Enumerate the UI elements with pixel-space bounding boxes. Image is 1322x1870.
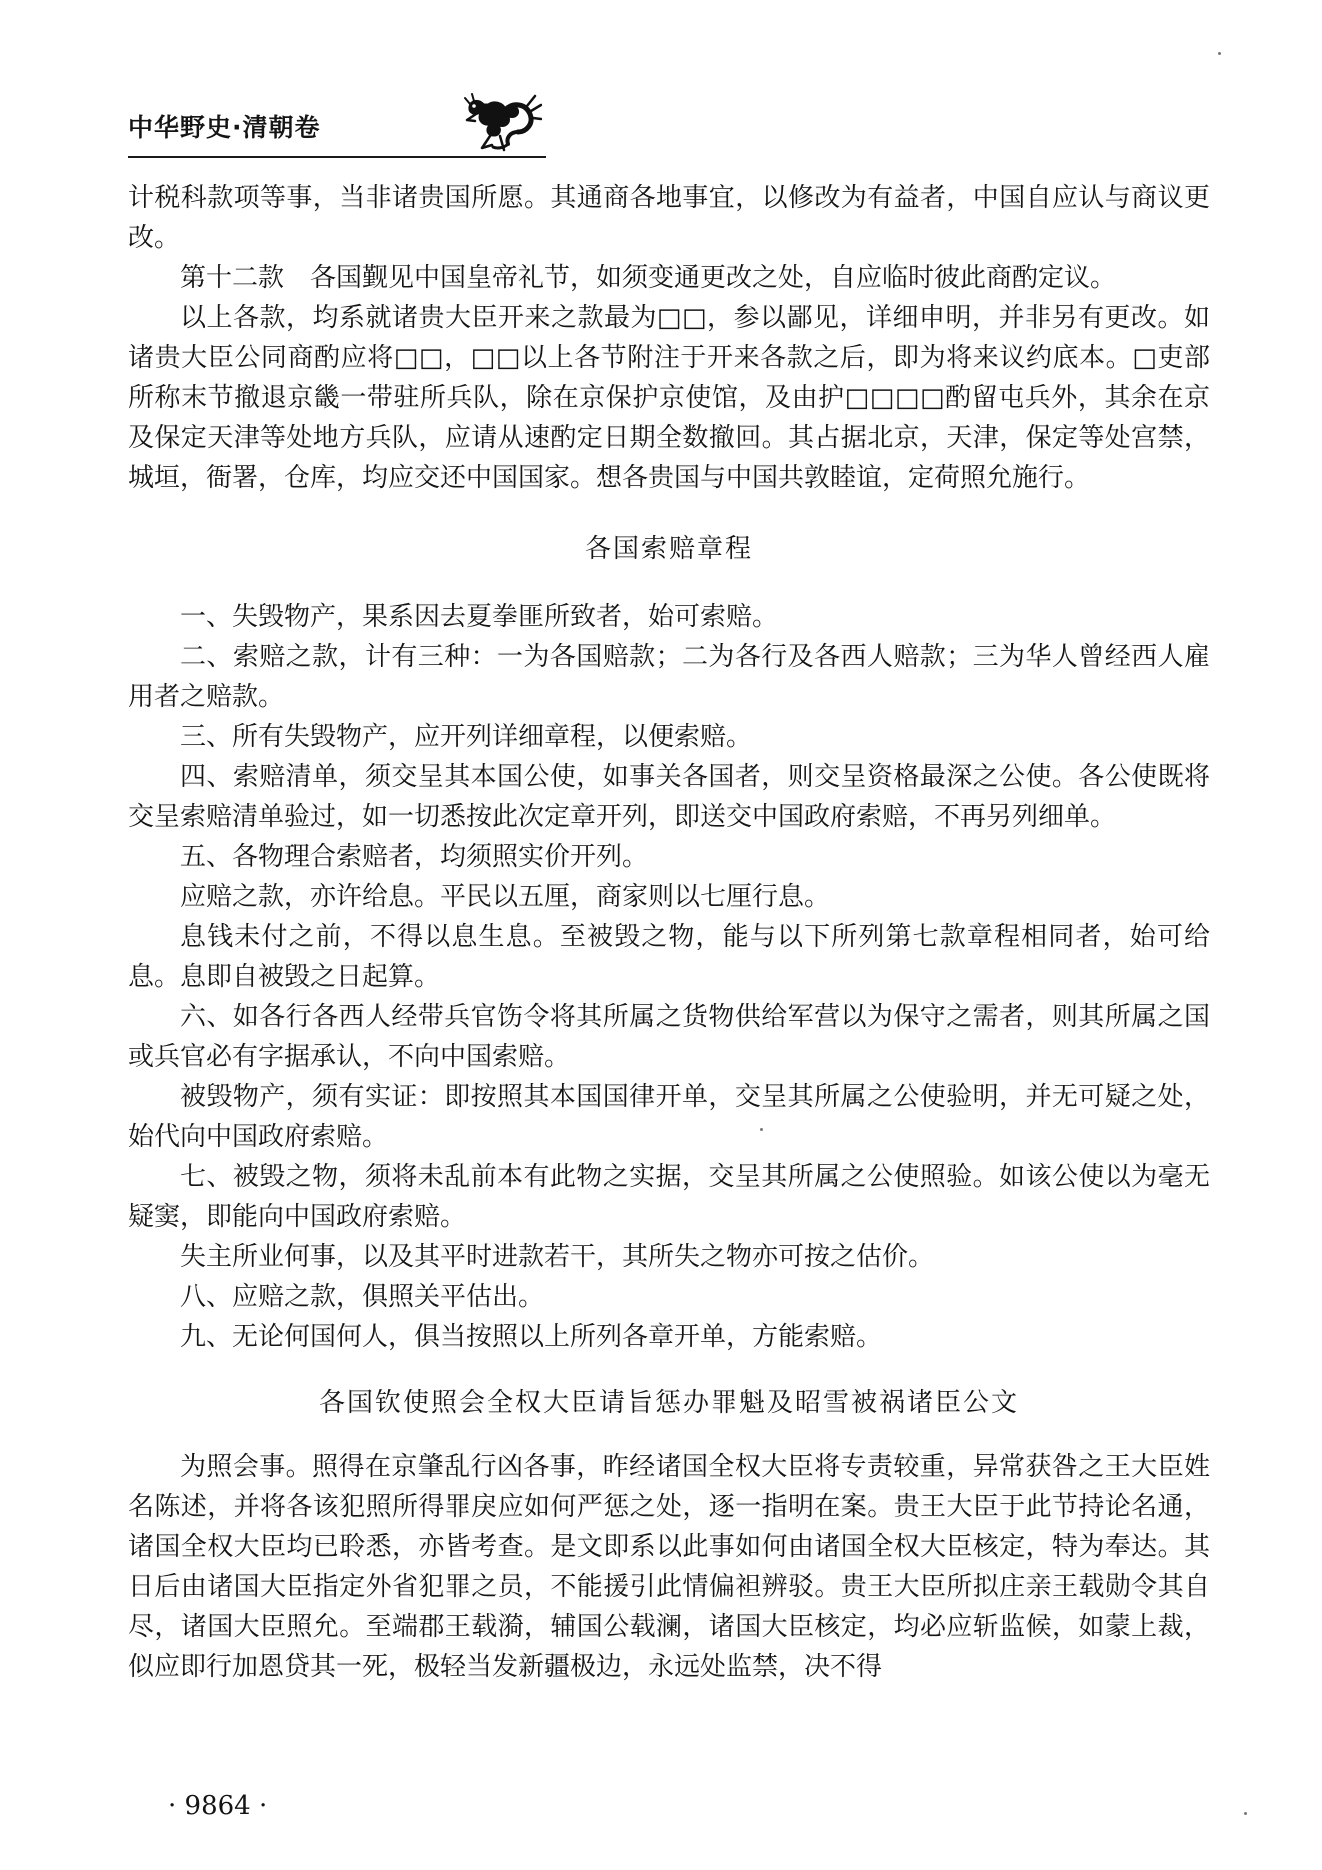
scan-speck xyxy=(1244,1812,1247,1815)
paragraph: 被毁物产，须有实证：即按照其本国国律开单，交呈其所属之公使验明，并无可疑之处，始代向中国政府索赔。 xyxy=(128,1082,1210,1152)
paragraph: 七、被毁之物，须将未乱前本有此物之实据，交呈其所属之公使照验。如该公使以为毫无疑窦，即能向中国政府索赔。 xyxy=(128,1162,1210,1232)
paragraph: 六、如各行各西人经带兵官饬令将其所属之货物供给军营以为保守之需者，则其所属之国或兵官必有字据承认，不向中国索赔。 xyxy=(128,1002,1210,1072)
header-rule xyxy=(128,156,546,158)
scan-speck xyxy=(760,1128,763,1131)
paragraph: 二、索赔之款，计有三种：一为各国赔款；二为各行及各西人赔款；三为华人曾经西人雇用者之赔款。 xyxy=(128,642,1210,712)
book-title: 中华野史·清朝卷 xyxy=(128,113,321,142)
paragraph: 一、失毁物产，果系因去夏拳匪所致者，始可索赔。 xyxy=(180,602,779,632)
paragraph: 计税科款项等事，当非诸贵国所愿。其通商各地事宜，以修改为有益者，中国自应认与商议更改。 xyxy=(128,183,1210,253)
section-heading: 各国钦使照会全权大臣请旨惩办罪魁及昭雪被祸诸臣公文 xyxy=(318,1388,1019,1418)
paragraph: 第十二款 各国觐见中国皇帝礼节，如须变通更改之处，自应临时彼此商酌定议。 xyxy=(180,263,1117,293)
page-body xyxy=(128,178,1210,1687)
paragraph: 为照会事。照得在京肇乱行凶各事，昨经诸国全权大臣将专责较重，异常获咎之王大臣姓名陈述，并将各该犯照所得罪戾应如何严惩之处，逐一指明在案。贵王大臣于此节持论名通，诸国全权大臣均已聆悉，亦皆考查。是文即系以此事如何由诸国全权大臣核定，特为奉达。其日后由诸国大臣指定外省犯罪之员，不能援引此情偏袒辨驳。贵王大臣所拟庄亲王载勋令其自尽，诸国大臣照允。至端郡王载漪，辅国公载澜，诸国大臣核定，均必应斩监候，如蒙上裁，似应即行加恩贷其一死，极轻当发新疆极边，永远处监禁，决不得 xyxy=(128,1452,1210,1682)
section-heading: 各国索赔章程 xyxy=(584,534,753,564)
scan-speck xyxy=(1218,52,1221,55)
paragraph: 三、所有失毁物产，应开列详细章程，以便索赔。 xyxy=(180,722,753,752)
paragraph: 息钱未付之前，不得以息生息。至被毁之物，能与以下所列第七款章程相同者，始可给息。息即自被毁之日起算。 xyxy=(128,922,1210,992)
paragraph: 五、各物理合索赔者，均须照实价开列。 xyxy=(180,842,649,872)
page-number: · 9864 · xyxy=(168,1791,268,1821)
paragraph: 应赔之款，亦许给息。平民以五厘，商家则以七厘行息。 xyxy=(180,882,831,912)
paragraph: 八、应赔之款，俱照关平估出。 xyxy=(180,1282,545,1312)
paragraph: 九、无论何国何人，俱当按照以上所列各章开单，方能索赔。 xyxy=(180,1322,883,1352)
dragon-icon xyxy=(464,92,542,154)
paragraph: 以上各款，均系就诸贵大臣开来之款最为□□，参以鄙见，详细申明，并非另有更改。如诸贵大臣公同商酌应将□□，□□以上各节附注于开来各款之后，即为将来议约底本。□吏部所称末节撤退京畿一带驻所兵队，除在京保护京使馆，及由护□□□□酌留屯兵外，其余在京及保定天津等处地方兵队，应请从速酌定日期全数撤回。其占据北京，天津，保定等处宫禁，城垣，衙署，仓库，均应交还中国国家。想各贵国与中国共敦睦谊，定荷照允施行。 xyxy=(128,303,1210,493)
paragraph: 失主所业何事，以及其平时进款若干，其所失之物亦可按之估价。 xyxy=(180,1242,935,1272)
paragraph: 四、索赔清单，须交呈其本国公使，如事关各国者，则交呈资格最深之公使。各公使既将交呈索赔清单验过，如一切悉按此次定章开列，即送交中国政府索赔，不再另列细单。 xyxy=(128,762,1210,832)
running-header xyxy=(128,92,546,154)
